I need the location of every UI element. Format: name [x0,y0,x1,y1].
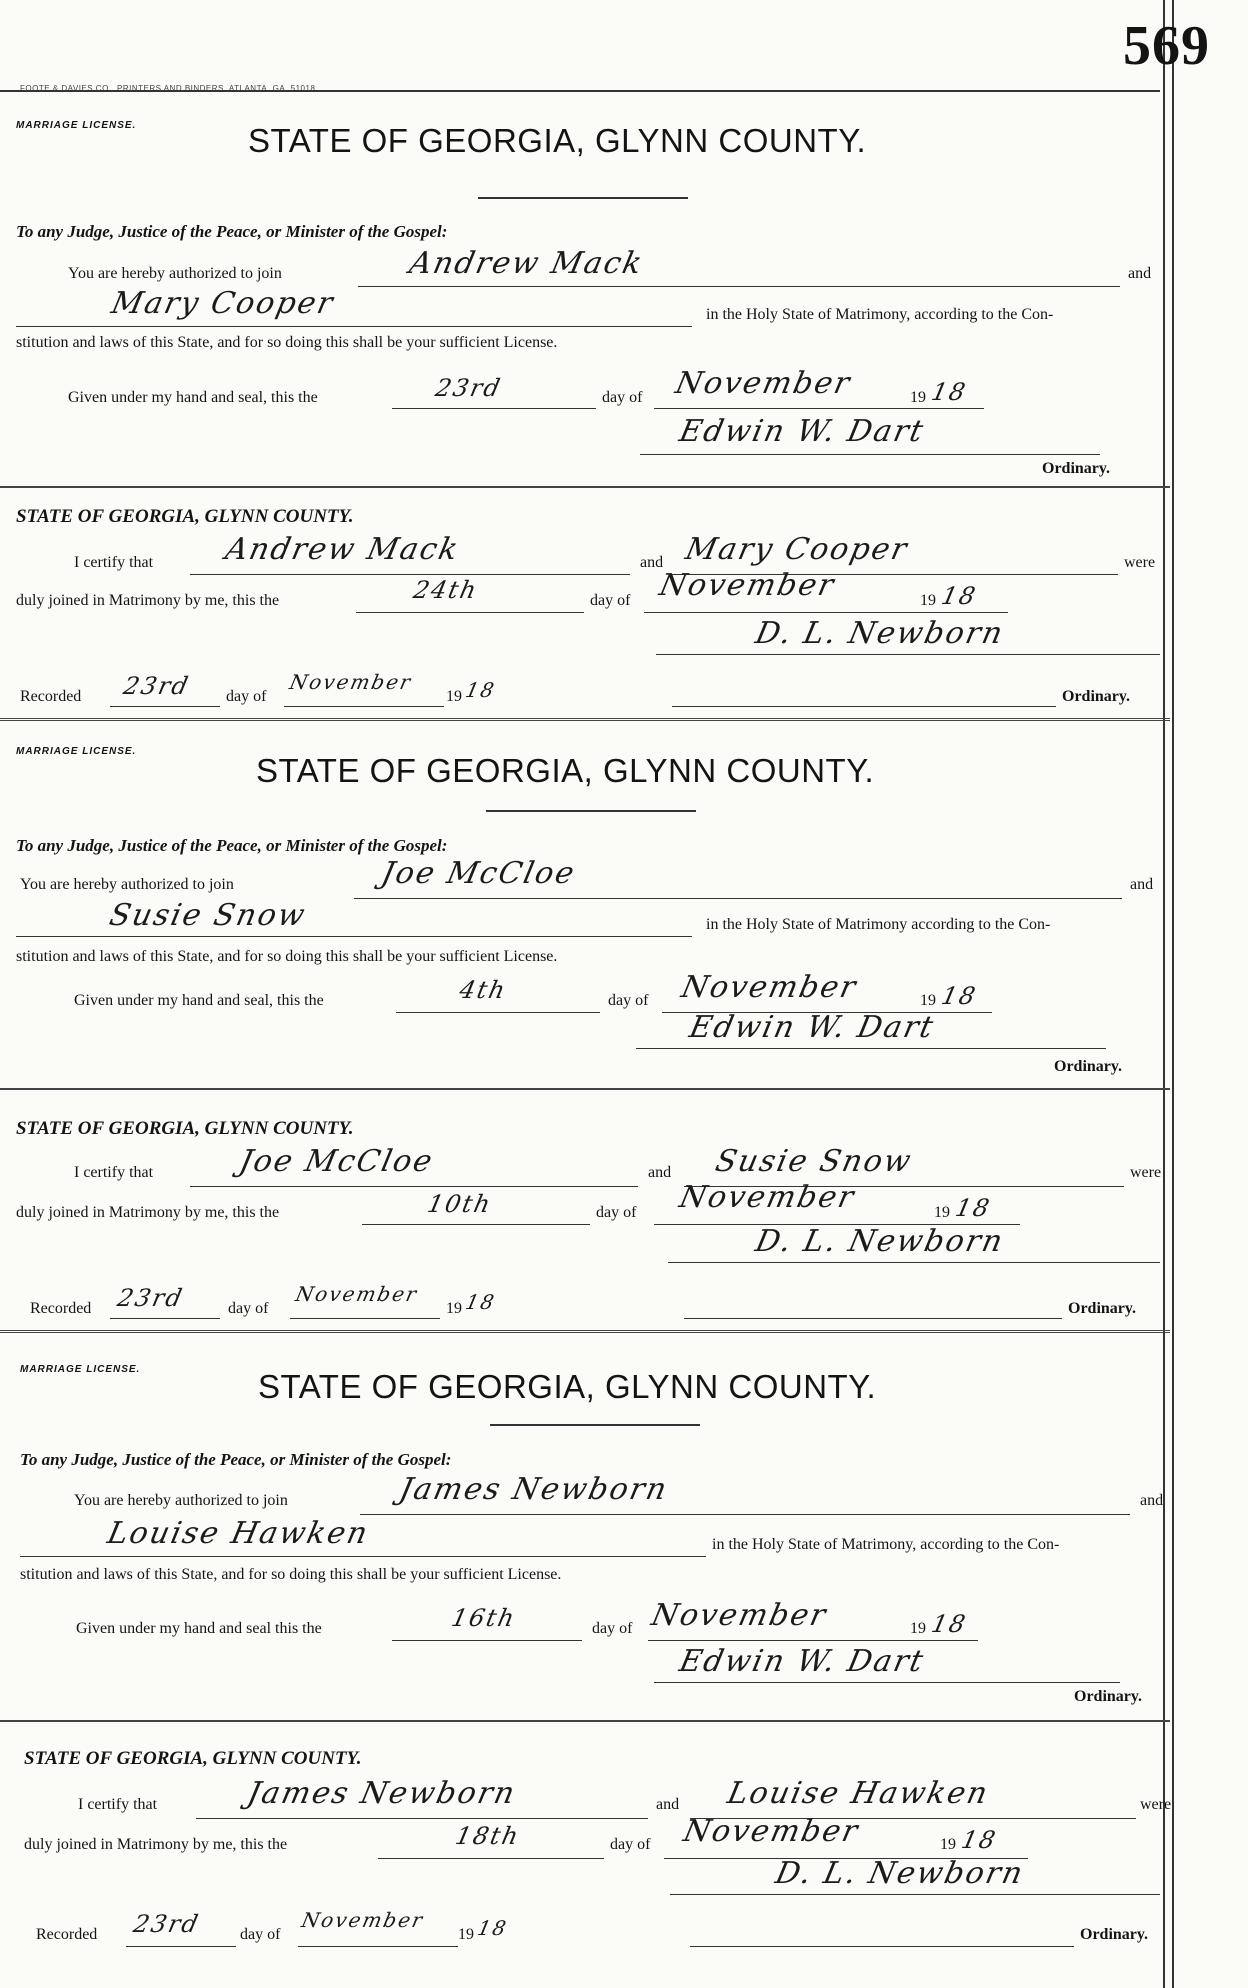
officiant-signature: D. L. Newborn [752,616,1008,651]
day-of-text: day of [608,992,649,1009]
duly-joined-text: duly joined in Matrimony by me, this the [24,1836,288,1853]
recorded-year-prefix: 19 [446,688,462,705]
recorded-day-of-text: day of [226,688,267,705]
cert-groom-name: Joe McCloe [236,1144,437,1179]
recorded-day-of-text: day of [240,1926,281,1943]
given-text: Given under my hand and seal, this the [74,992,324,1009]
license-year: 18 [929,1610,970,1638]
duly-joined-text: duly joined in Matrimony by me, this the [16,592,280,609]
recorded-day: 23rd [131,1910,203,1938]
were-text: were [1124,554,1156,571]
addressee-line: To any Judge, Justice of the Peace, or Minister of the Gospel: [20,1450,452,1469]
license-state-title: STATE OF GEORGIA, GLYNN COUNTY. [248,122,867,159]
recorded-day-of-text: day of [228,1300,269,1317]
certificate-state-title: STATE OF GEORGIA, GLYNN COUNTY. [16,1118,354,1139]
cert-groom-name: James Newborn [244,1776,520,1811]
cert-year-prefix: 19 [934,1204,950,1221]
certify-text: I certify that [74,554,154,571]
duly-joined-text: duly joined in Matrimony by me, this the [16,1204,280,1221]
and-text: and [1130,876,1154,893]
marriage-year: 18 [939,582,980,610]
license-label: MARRIAGE LICENSE. [16,746,137,757]
and-text: and [1140,1492,1164,1509]
recorded-text: Recorded [30,1300,92,1317]
groom-name: Joe McCloe [378,856,579,891]
cert-and-text: and [656,1796,680,1813]
certificate-state-title: STATE OF GEORGIA, GLYNN COUNTY. [24,1748,362,1769]
cert-day-of-text: day of [596,1204,637,1221]
recorded-ordinary-label: Ordinary. [1068,1300,1137,1317]
marriage-day: 10th [425,1190,495,1218]
entry-divider [0,1720,1170,1722]
printer-imprint: FOOTE & DAVIES CO., PRINTERS AND BINDERS, ATLANTA, GA. 51018 [20,84,316,93]
recorded-year: 18 [475,1916,511,1940]
holy-state-text: in the Holy State of Matrimony, according to the Con- [712,1536,1060,1553]
constitution-text: stitution and laws of this State, and for so doing this shall be your sufficient License. [16,334,558,351]
year-prefix: 19 [910,389,926,406]
groom-name: James Newborn [396,1472,672,1507]
ordinary-label: Ordinary. [1042,460,1111,477]
day-of-text: day of [592,1620,633,1637]
authorized-text: You are hereby authorized to join [68,265,282,282]
ordinary-signature: Edwin W. Dart [676,1644,928,1679]
recorded-ordinary-field [690,1916,1074,1947]
given-text: Given under my hand and seal, this the [68,389,318,406]
license-state-title: STATE OF GEORGIA, GLYNN COUNTY. [256,752,875,789]
cert-bride-name: Mary Cooper [682,532,912,567]
cert-and-text: and [648,1164,672,1181]
license-year: 18 [929,378,970,406]
ordinary-signature: Edwin W. Dart [676,414,928,449]
holy-state-text: in the Holy State of Matrimony, according to the Con- [706,306,1054,323]
bride-name: Mary Cooper [108,286,338,321]
page-number: 569 [1123,15,1210,77]
and-text: and [1128,265,1152,282]
recorded-ordinary-label: Ordinary. [1062,688,1131,705]
certify-text: I certify that [74,1164,154,1181]
given-text: Given under my hand and seal this the [76,1620,322,1637]
recorded-day: 23rd [115,1284,187,1312]
year-prefix: 19 [920,992,936,1009]
recorded-year: 18 [463,1290,499,1314]
officiant-signature: D. L. Newborn [752,1224,1008,1259]
license-label: MARRIAGE LICENSE. [16,120,137,131]
license-month: November [672,366,855,401]
marriage-year: 18 [953,1194,994,1222]
marriage-day: 18th [453,1822,523,1850]
bride-name: Susie Snow [106,898,310,933]
day-of-text: day of [602,389,643,406]
title-rule [490,1424,700,1426]
recorded-text: Recorded [20,688,82,705]
addressee-line: To any Judge, Justice of the Peace, or Minister of the Gospel: [16,222,448,241]
cert-year-prefix: 19 [920,592,936,609]
recorded-ordinary-label: Ordinary. [1080,1926,1149,1943]
license-month: November [648,1598,831,1633]
holy-state-text: in the Holy State of Matrimony according to the Con- [706,916,1051,933]
license-day: 23rd [433,374,505,402]
recorded-year-prefix: 19 [446,1300,462,1317]
license-day: 4th [457,976,510,1004]
cert-bride-name: Susie Snow [712,1144,916,1179]
were-text: were [1140,1796,1172,1813]
groom-name: Andrew Mack [406,246,647,281]
recorded-month: November [293,1282,421,1306]
officiant-signature: D. L. Newborn [772,1856,1028,1891]
cert-and-text: and [640,554,664,571]
were-text: were [1130,1164,1162,1181]
addressee-line: To any Judge, Justice of the Peace, or Minister of the Gospel: [16,836,448,855]
right-margin-line-2 [1172,0,1174,1988]
cert-bride-name: Louise Hawken [724,1776,993,1811]
marriage-month: November [680,1814,863,1849]
license-state-title: STATE OF GEORGIA, GLYNN COUNTY. [258,1368,877,1405]
license-day: 16th [449,1604,519,1632]
ordinary-label: Ordinary. [1054,1058,1123,1075]
year-prefix: 19 [910,1620,926,1637]
cert-groom-name: Andrew Mack [222,532,463,567]
license-month: November [678,970,861,1005]
ordinary-signature: Edwin W. Dart [686,1010,938,1045]
cert-day-of-text: day of [590,592,631,609]
marriage-month: November [656,568,839,603]
recorded-year-prefix: 19 [458,1926,474,1943]
recorded-year: 18 [463,678,499,702]
cert-year-prefix: 19 [940,1836,956,1853]
bride-name: Louise Hawken [104,1516,373,1551]
marriage-year: 18 [959,1826,1000,1854]
recorded-month: November [299,1908,427,1932]
constitution-text: stitution and laws of this State, and for so doing this shall be your sufficient License. [16,948,558,965]
ordinary-label: Ordinary. [1074,1688,1143,1705]
certificate-state-title: STATE OF GEORGIA, GLYNN COUNTY. [16,506,354,527]
license-year: 18 [939,982,980,1010]
authorized-text: You are hereby authorized to join [74,1492,288,1509]
recorded-month: November [287,670,415,694]
certify-text: I certify that [78,1796,158,1813]
recorded-text: Recorded [36,1926,98,1943]
marriage-month: November [676,1180,859,1215]
marriage-day: 24th [411,576,481,604]
cert-day-of-text: day of [610,1836,651,1853]
license-label: MARRIAGE LICENSE. [20,1364,141,1375]
authorized-text: You are hereby authorized to join [20,876,234,893]
constitution-text: stitution and laws of this State, and for so doing this shall be your sufficient License. [20,1566,562,1583]
recorded-day: 23rd [121,672,193,700]
